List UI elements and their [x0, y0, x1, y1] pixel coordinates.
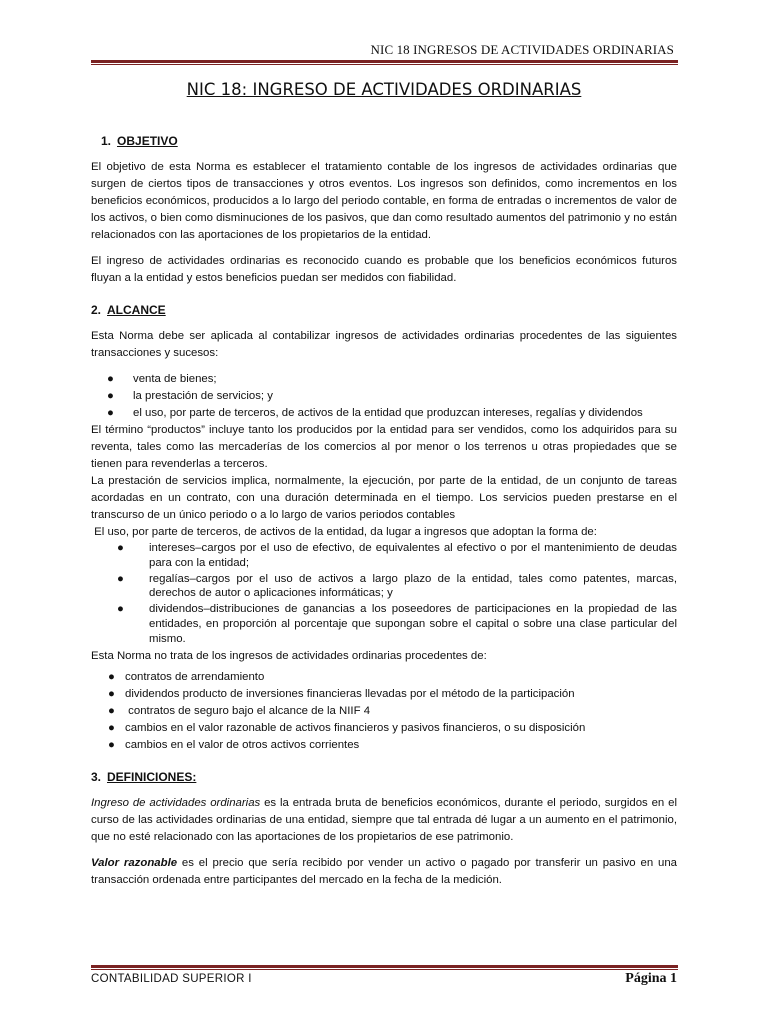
footer-course: CONTABILIDAD SUPERIOR I — [91, 973, 252, 985]
paragraph: El ingreso de actividades ordinarias es reconocido cuando es probable que los beneficios económicos futuros fluyan a la entidad y estos beneficios puedan ser medidos con fiabilidad. — [91, 255, 677, 284]
list-item: ● contratos de arrendamiento — [91, 669, 677, 686]
bullet-list — [91, 669, 677, 754]
list-item: ● dividendos producto de inversiones financieras llevadas por el método de la participación — [91, 686, 677, 703]
section-heading-definiciones: 3. DEFINICIONES: — [91, 769, 197, 784]
definition-term: Ingreso de actividades ordinarias — [91, 796, 261, 809]
bullet-icon: ● — [117, 603, 124, 616]
paragraph: El objetivo de esta Norma es establecer el tratamiento contable de los ingresos de actividades ordinarias que surgen de ciertos tipos de transacciones y otros eventos. Los ingresos son definidos, como incrementos en los beneficios económicos, producidos a lo largo del periodo contable, en forma de entradas o incrementos de valor de los activos, o bien como disminuciones de los pasivos, que dan como resultado aumentos del patrimonio y no están relacionados con las aportaciones de los propietarios de la entidad. — [91, 161, 677, 241]
document-body — [91, 125, 677, 889]
paragraph: Esta Norma debe ser aplicada al contabilizar ingresos de actividades ordinarias procedentes de las siguientes transacciones y sucesos: — [91, 330, 677, 359]
section-heading-alcance: 2. ALCANCE — [91, 303, 166, 317]
paragraph: Esta Norma no trata de los ingresos de actividades ordinarias procedentes de: — [91, 649, 487, 662]
paragraph: El uso, por parte de terceros, de activos de la entidad, da lugar a ingresos que adoptan la forma de: — [91, 526, 597, 538]
paragraph: La prestación de servicios implica, normalmente, la ejecución, por parte de la entidad, de un conjunto de tareas acordadas en un contrato, con una duración determinada en el tiempo. Los servicios pueden prestarse en el transcurso de un único periodo o a lo largo de varios periodos contables — [91, 475, 677, 521]
bullet-list — [91, 541, 677, 646]
list-item: ● venta de bienes; — [91, 371, 677, 388]
bullet-icon: ● — [108, 704, 115, 717]
bullet-list — [91, 371, 677, 422]
bullet-icon: ● — [108, 721, 115, 734]
bullet-icon: ● — [108, 738, 115, 751]
bullet-icon: ● — [107, 407, 114, 419]
bullet-icon: ● — [117, 542, 124, 554]
list-item: ● contratos de seguro bajo el alcance de la NIIF 4 — [91, 703, 677, 720]
definition-paragraph: Ingreso de actividades ordinarias es la entrada bruta de beneficios económicos, durante el periodo, surgidos en el curso de las actividades ordinarias de una entidad, siempre que tal entrada dé lugar a un aumento en el patrimonio, que no esté relacionado con las aportaciones de los propietarios de ese patrimonio. — [91, 796, 677, 843]
list-item: ● el uso, por parte de terceros, de activos de la entidad que produzcan intereses, regalías y dividendos — [91, 405, 677, 422]
paragraph: El término “productos” incluye tanto los producidos por la entidad para ser vendidos, como los adquiridos para su reventa, tales como las mercaderías de los comercios al por menor o los terrenos u otras propiedades que se tienen para revenderlas a terceros. — [91, 424, 677, 470]
bullet-icon: ● — [117, 572, 124, 585]
section-heading-objetivo: 1. OBJETIVO — [101, 134, 178, 148]
list-item: ● regalías–cargos por el uso de activos a largo plazo de la entidad, tales como patentes, marcas, derechos de autor o aplicaciones informáticas; y — [117, 572, 677, 600]
list-item: ● cambios en el valor razonable de activos financieros y pasivos financieros, o su disposición — [91, 720, 677, 737]
page-number: Página 1 — [625, 971, 677, 986]
bullet-icon: ● — [108, 687, 115, 700]
list-item: ● intereses–cargos por el uso de efectivo, de equivalentes al efectivo o por el mantenimiento de deudas para con la entidad; — [117, 542, 677, 569]
list-item: ● la prestación de servicios; y — [91, 388, 677, 405]
list-item: ● cambios en el valor de otros activos corrientes — [91, 737, 677, 754]
footer-rule — [91, 965, 678, 970]
bullet-icon: ● — [108, 670, 115, 683]
list-item: ● dividendos–distribuciones de ganancias a los poseedores de participaciones en la propiedad de las entidades, en proporción al porcentaje que supongan sobre el capital o sobre una clase particular del mismo. — [117, 603, 677, 645]
definition-term: Valor razonable — [91, 856, 178, 869]
page-title: NIC 18: INGRESO DE ACTIVIDADES ORDINARIAS — [186, 80, 582, 99]
running-header: NIC 18 INGRESOS DE ACTIVIDADES ORDINARIAS — [370, 42, 674, 57]
bullet-icon: ● — [107, 373, 114, 385]
definition-paragraph: Valor razonable es el precio que sería recibido por vender un activo o pagado por transferir un pasivo en una transacción ordenada entre participantes del mercado en la fecha de la medición. — [91, 856, 677, 886]
header-rule — [91, 60, 678, 65]
bullet-icon: ● — [107, 390, 114, 402]
